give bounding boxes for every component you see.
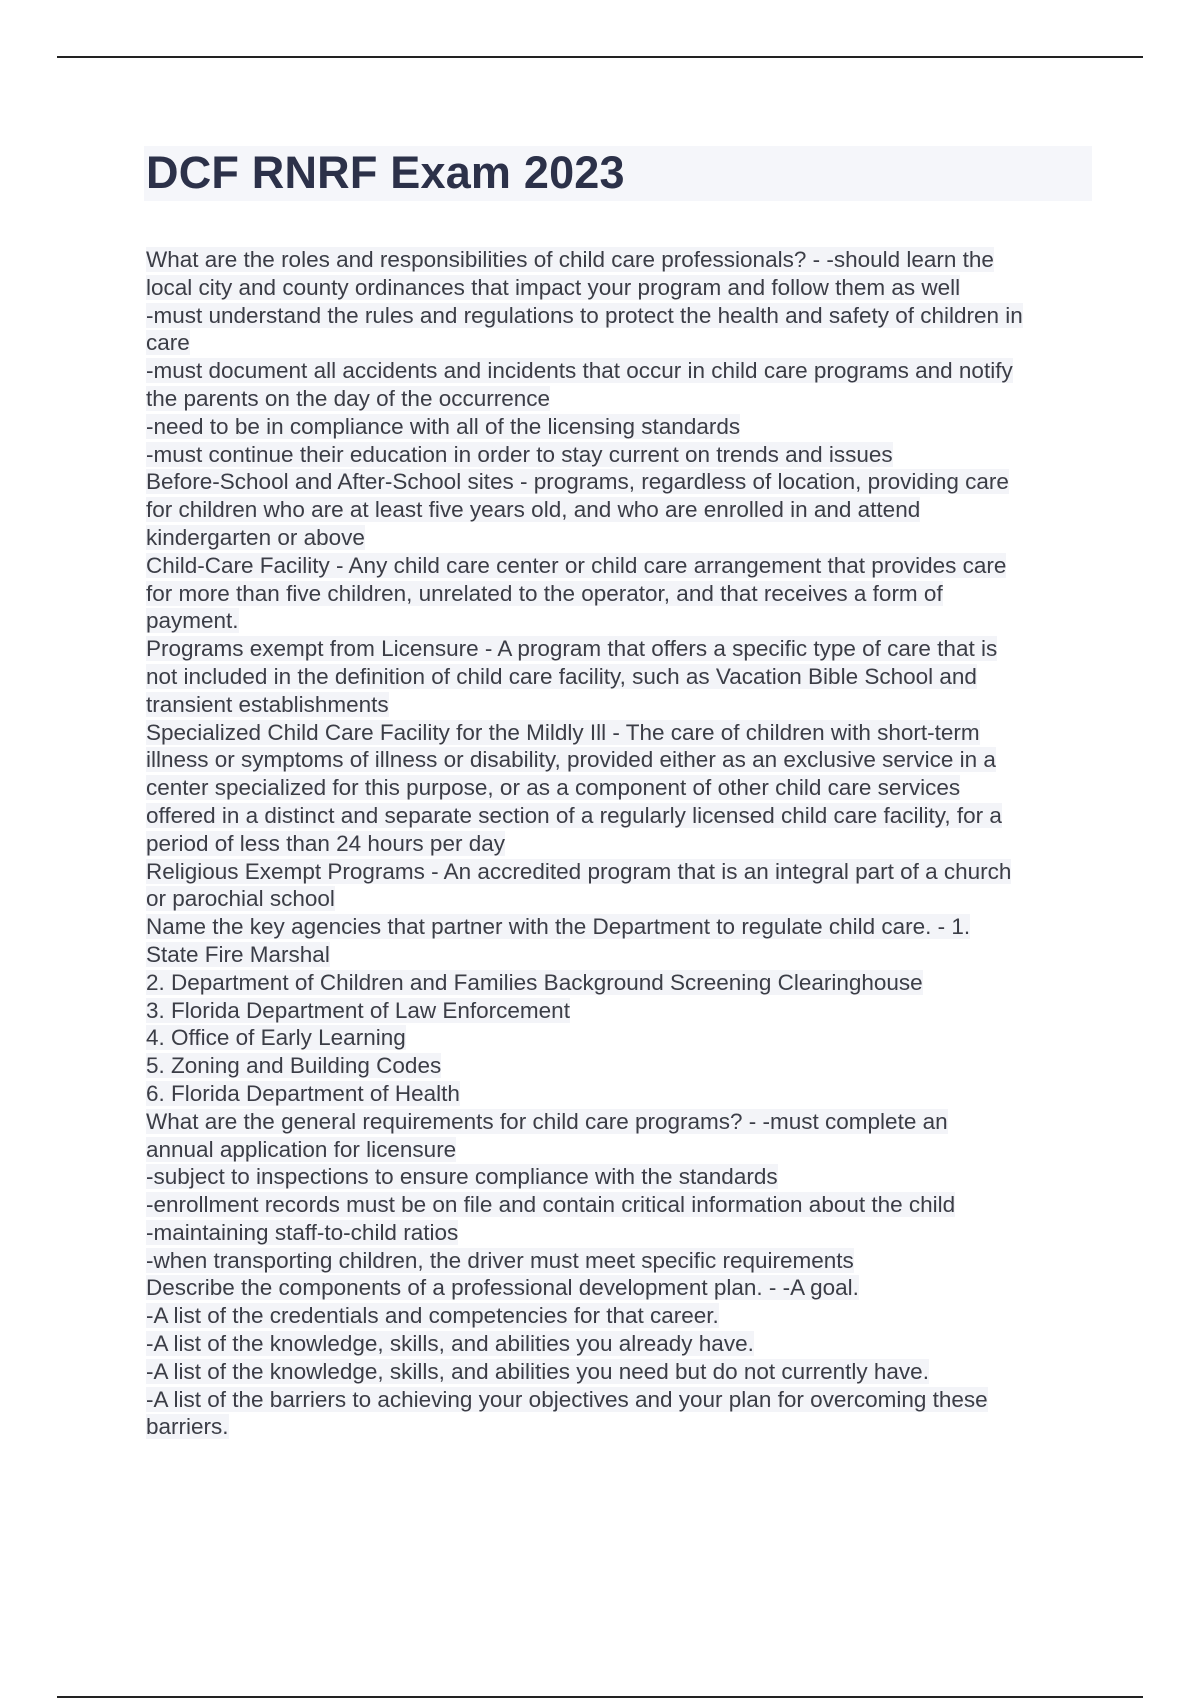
text-line [146, 774, 1096, 802]
text-line [146, 1330, 1096, 1358]
bottom-divider [57, 1696, 1143, 1698]
text-line [146, 1191, 1096, 1219]
text-line [146, 830, 1096, 858]
text-line-content: Name the key agencies that partner with the Department to regulate child care. - 1. [146, 914, 971, 940]
text-line [146, 524, 1096, 552]
text-line-content: -A list of the knowledge, skills, and abilities you already have. [146, 1331, 754, 1357]
text-line [146, 1274, 1096, 1302]
text-line-content: 2. Department of Children and Families Background Screening Clearinghouse [146, 969, 923, 995]
text-line-content: payment. [146, 608, 239, 634]
text-line-content: What are the roles and responsibilities of child care professionals? - -should learn the [146, 247, 994, 272]
text-line [146, 885, 1096, 913]
text-line-content: State Fire Marshal [146, 941, 330, 967]
text-line [146, 719, 1096, 747]
text-line [146, 1136, 1096, 1164]
text-line-content: -A list of the knowledge, skills, and abilities you need but do not currently have. [146, 1358, 929, 1384]
text-line-content: Child-Care Facility - Any child care center or child care arrangement that provides care [146, 552, 1007, 578]
text-line [146, 1108, 1096, 1136]
text-line-content: Before-School and After-School sites - programs, regardless of location, providing care [146, 469, 1009, 495]
text-line-content: -A list of the barriers to achieving your objectives and your plan for overcoming these [146, 1386, 988, 1412]
text-line [146, 997, 1096, 1025]
text-line-content: -must understand the rules and regulations to protect the health and safety of children in [146, 302, 1023, 328]
text-line-content: transient establishments [146, 691, 389, 717]
text-line-content: not included in the definition of child care facility, such as Vacation Bible School and [146, 663, 977, 689]
text-line-content: -must continue their education in order to stay current on trends and issues [146, 441, 893, 467]
text-line [146, 1080, 1096, 1108]
text-line-content: for more than five children, unrelated to the operator, and that receives a form of [146, 580, 943, 606]
text-line [146, 1386, 1096, 1414]
text-line-content: -enrollment records must be on file and contain critical information about the child [146, 1192, 956, 1218]
text-line [146, 413, 1096, 441]
text-line [146, 385, 1096, 413]
text-line-content: -must document all accidents and incidents that occur in child care programs and notify [146, 358, 1013, 384]
text-line-content: -when transporting children, the driver must meet specific requirements [146, 1247, 854, 1273]
text-line [146, 246, 1096, 274]
text-line-content: Religious Exempt Programs - An accredited program that is an integral part of a church [146, 858, 1012, 884]
text-line-content: Programs exempt from Licensure - A program that offers a specific type of care that is [146, 636, 998, 662]
text-line-content: Describe the components of a professional development plan. - -A goal. [146, 1275, 859, 1301]
text-line [146, 663, 1096, 691]
text-line-content: period of less than 24 hours per day [146, 830, 505, 856]
text-line-content: for children who are at least five years old, and who are enrolled in and attend [146, 497, 921, 523]
text-line-content: annual application for licensure [146, 1136, 457, 1162]
text-line [146, 969, 1096, 997]
text-line-content: Specialized Child Care Facility for the Mildly Ill - The care of children with short-term [146, 719, 980, 745]
text-line [146, 1052, 1096, 1080]
document-body [146, 246, 1096, 1441]
text-line [146, 913, 1096, 941]
text-line-content: What are the general requirements for child care programs? - -must complete an [146, 1108, 948, 1134]
text-line-content: offered in a distinct and separate section of a regularly licensed child care facility, for a [146, 802, 1002, 828]
text-line [146, 941, 1096, 969]
text-line [146, 468, 1096, 496]
text-line-content: center specialized for this purpose, or as a component of other child care services [146, 775, 961, 801]
text-line [146, 1302, 1096, 1330]
text-line-content: -maintaining staff-to-child ratios [146, 1219, 459, 1245]
text-line-content: -A list of the credentials and competencies for that career. [146, 1303, 719, 1329]
text-line [146, 357, 1096, 385]
text-line [146, 858, 1096, 886]
text-line-content: 4. Office of Early Learning [146, 1025, 406, 1051]
text-line [146, 1413, 1096, 1441]
top-divider [57, 56, 1143, 58]
text-line [146, 691, 1096, 719]
text-line-content: 3. Florida Department of Law Enforcement [146, 997, 570, 1023]
text-line-content: -need to be in compliance with all of the licensing standards [146, 413, 741, 439]
text-line-content: the parents on the day of the occurrence [146, 385, 551, 411]
text-line [146, 635, 1096, 663]
text-line [146, 1219, 1096, 1247]
text-line-content: -subject to inspections to ensure compliance with the standards [146, 1164, 778, 1190]
text-line-content: barriers. [146, 1414, 229, 1440]
text-line [146, 329, 1096, 357]
text-line-content: illness or symptoms of illness or disability, provided either as an exclusive service in a [146, 747, 996, 773]
text-line [146, 496, 1096, 524]
text-line-content: kindergarten or above [146, 524, 365, 550]
text-line [146, 1247, 1096, 1275]
text-line-content: or parochial school [146, 886, 335, 912]
text-line-content: care [146, 330, 190, 356]
text-line [146, 441, 1096, 469]
text-line [146, 302, 1096, 330]
text-line [146, 552, 1096, 580]
text-line-content: 6. Florida Department of Health [146, 1080, 460, 1106]
text-line [146, 580, 1096, 608]
text-line-content: local city and county ordinances that impact your program and follow them as well [146, 274, 961, 300]
text-line [146, 1163, 1096, 1191]
text-line [146, 607, 1096, 635]
text-line [146, 1358, 1096, 1386]
text-line-content: 5. Zoning and Building Codes [146, 1053, 442, 1079]
page-title: DCF RNRF Exam 2023 [146, 147, 625, 198]
text-line [146, 802, 1096, 830]
text-line [146, 746, 1096, 774]
text-line [146, 1024, 1096, 1052]
text-line [146, 274, 1096, 302]
